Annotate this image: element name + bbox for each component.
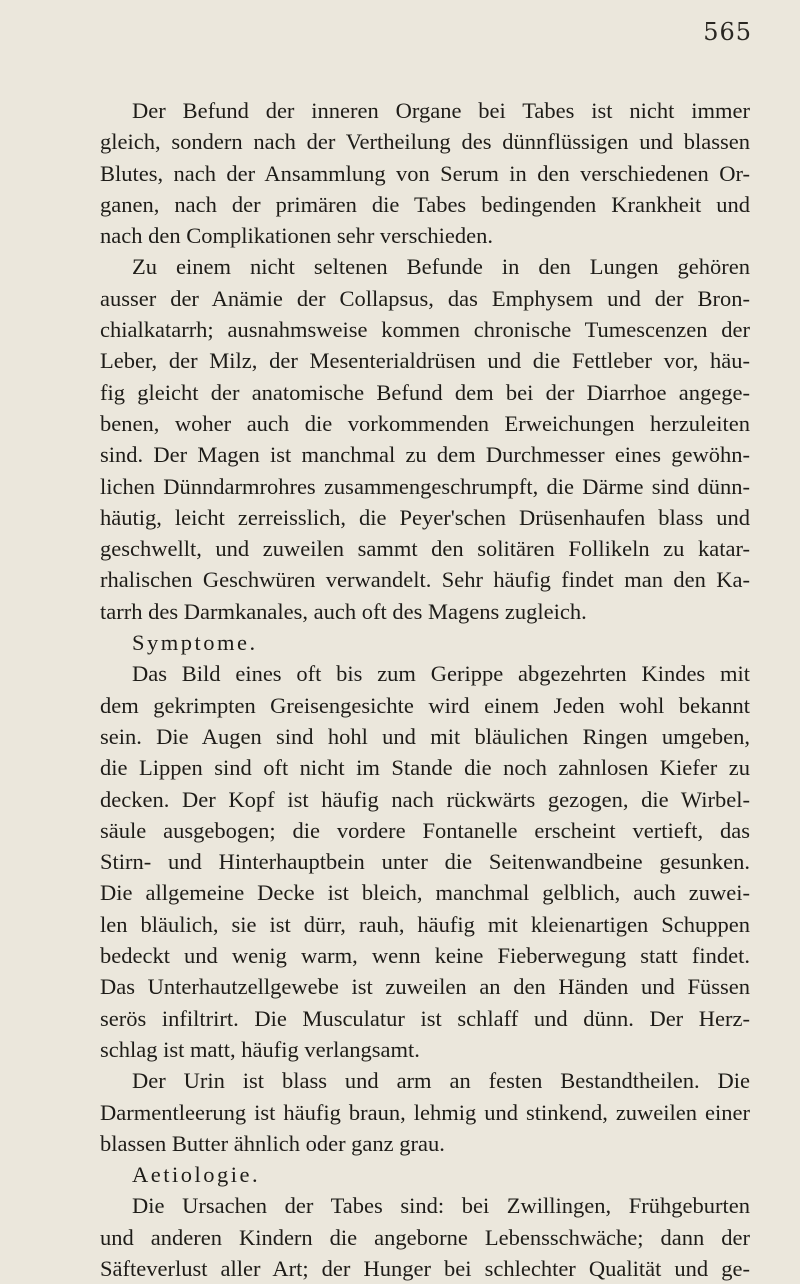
text-line: Darmentleerung ist häufig braun, lehmig und stinkend, zuweilen einer: [100, 1099, 750, 1125]
text-line: Zu einem nicht seltenen Befunde in den Lungen gehören: [132, 254, 750, 280]
body-text: [100, 95, 750, 1284]
text-line: ganen, nach der primären die Tabes bedingenden Krankheit und: [100, 191, 750, 217]
text-line: dem gekrimpten Greisengesichte wird einem Jeden wohl bekannt: [100, 692, 750, 718]
text-line: Blutes, nach der Ansammlung von Serum in den verschiedenen Or-: [100, 160, 750, 186]
text-line: Das Unterhautzellgewebe ist zuweilen an den Händen und Füssen: [100, 974, 750, 1000]
text-line: decken. Der Kopf ist häufig nach rückwärts gezogen, die Wirbel-: [100, 786, 750, 812]
text-line: rhalischen Geschwüren verwandelt. Sehr häufig findet man den Ka-: [100, 567, 750, 593]
text-line: Der Befund der inneren Organe bei Tabes ist nicht immer: [132, 98, 750, 123]
text-line: Das Bild eines oft bis zum Gerippe abgezehrten Kindes mit: [132, 661, 750, 687]
text-line: geschwellt, und zuweilen sammt den solitären Follikeln zu katar-: [100, 536, 750, 562]
text-line: blassen Butter ähnlich oder ganz grau.: [100, 1130, 445, 1156]
text-line: chialkatarrh; ausnahmsweise kommen chronische Tumescenzen der: [100, 317, 750, 343]
text-line: Der Urin ist blass und arm an festen Bestandtheilen. Die: [132, 1068, 750, 1094]
text-line: benen, woher auch die vorkommenden Erweichungen herzuleiten: [100, 410, 750, 436]
text-line: sind. Der Magen ist manchmal zu dem Durchmesser eines gewöhn-: [100, 442, 750, 468]
text-line: und anderen Kindern die angeborne Lebensschwäche; dann der: [100, 1224, 750, 1250]
text-line: häutig, leicht zerreisslich, die Peyer'schen Drüsenhaufen blass und: [100, 504, 750, 530]
text-line: bedeckt und wenig warm, wenn keine Fieberwegung statt findet.: [100, 943, 750, 969]
text-line: sein. Die Augen sind hohl und mit bläulichen Ringen umgeben,: [100, 723, 750, 749]
text-line: fig gleicht der anatomische Befund dem bei der Diarrhoe angege-: [100, 379, 750, 405]
text-line: lichen Dünndarmrohres zusammengeschrumpft, die Därme sind dünn-: [100, 473, 750, 499]
text-line: gleich, sondern nach der Vertheilung des dünnflüssigen und blassen: [100, 129, 750, 155]
text-line: schlag ist matt, häufig verlangsamt.: [100, 1036, 420, 1062]
text-line: Die Ursachen der Tabes sind: bei Zwillingen, Frühgeburten: [132, 1193, 750, 1219]
section-heading: Aetiologie.: [132, 1162, 261, 1188]
text-line: len bläulich, sie ist dürr, rauh, häufig mit kleienartigen Schuppen: [100, 911, 750, 937]
text-line: säule ausgebogen; die vordere Fontanelle erscheint vertieft, das: [100, 817, 750, 843]
text-line: die Lippen sind oft nicht im Stande die noch zahnlosen Kiefer zu: [100, 755, 750, 781]
text-line: ausser der Anämie der Collapsus, das Emphysem und der Bron-: [100, 285, 750, 311]
page-number: 565: [703, 18, 752, 46]
text-line: nach den Complikationen sehr verschieden.: [100, 223, 494, 249]
text-line: Leber, der Milz, der Mesenterialdrüsen und die Fettleber vor, häu-: [100, 348, 750, 374]
section-heading: Symptome.: [132, 630, 258, 656]
text-line: Stirn- und Hinterhauptbein unter die Seitenwandbeine gesunken.: [100, 849, 750, 875]
text-line: Säfteverlust aller Art; der Hunger bei schlechter Qualität und ge-: [100, 1255, 750, 1281]
text-line: tarrh des Darmkanales, auch oft des Magens zugleich.: [100, 598, 587, 624]
text-line: Die allgemeine Decke ist bleich, manchmal gelblich, auch zuwei-: [100, 880, 750, 906]
text-line: serös infiltrirt. Die Musculatur ist schlaff und dünn. Der Herz-: [100, 1005, 750, 1031]
